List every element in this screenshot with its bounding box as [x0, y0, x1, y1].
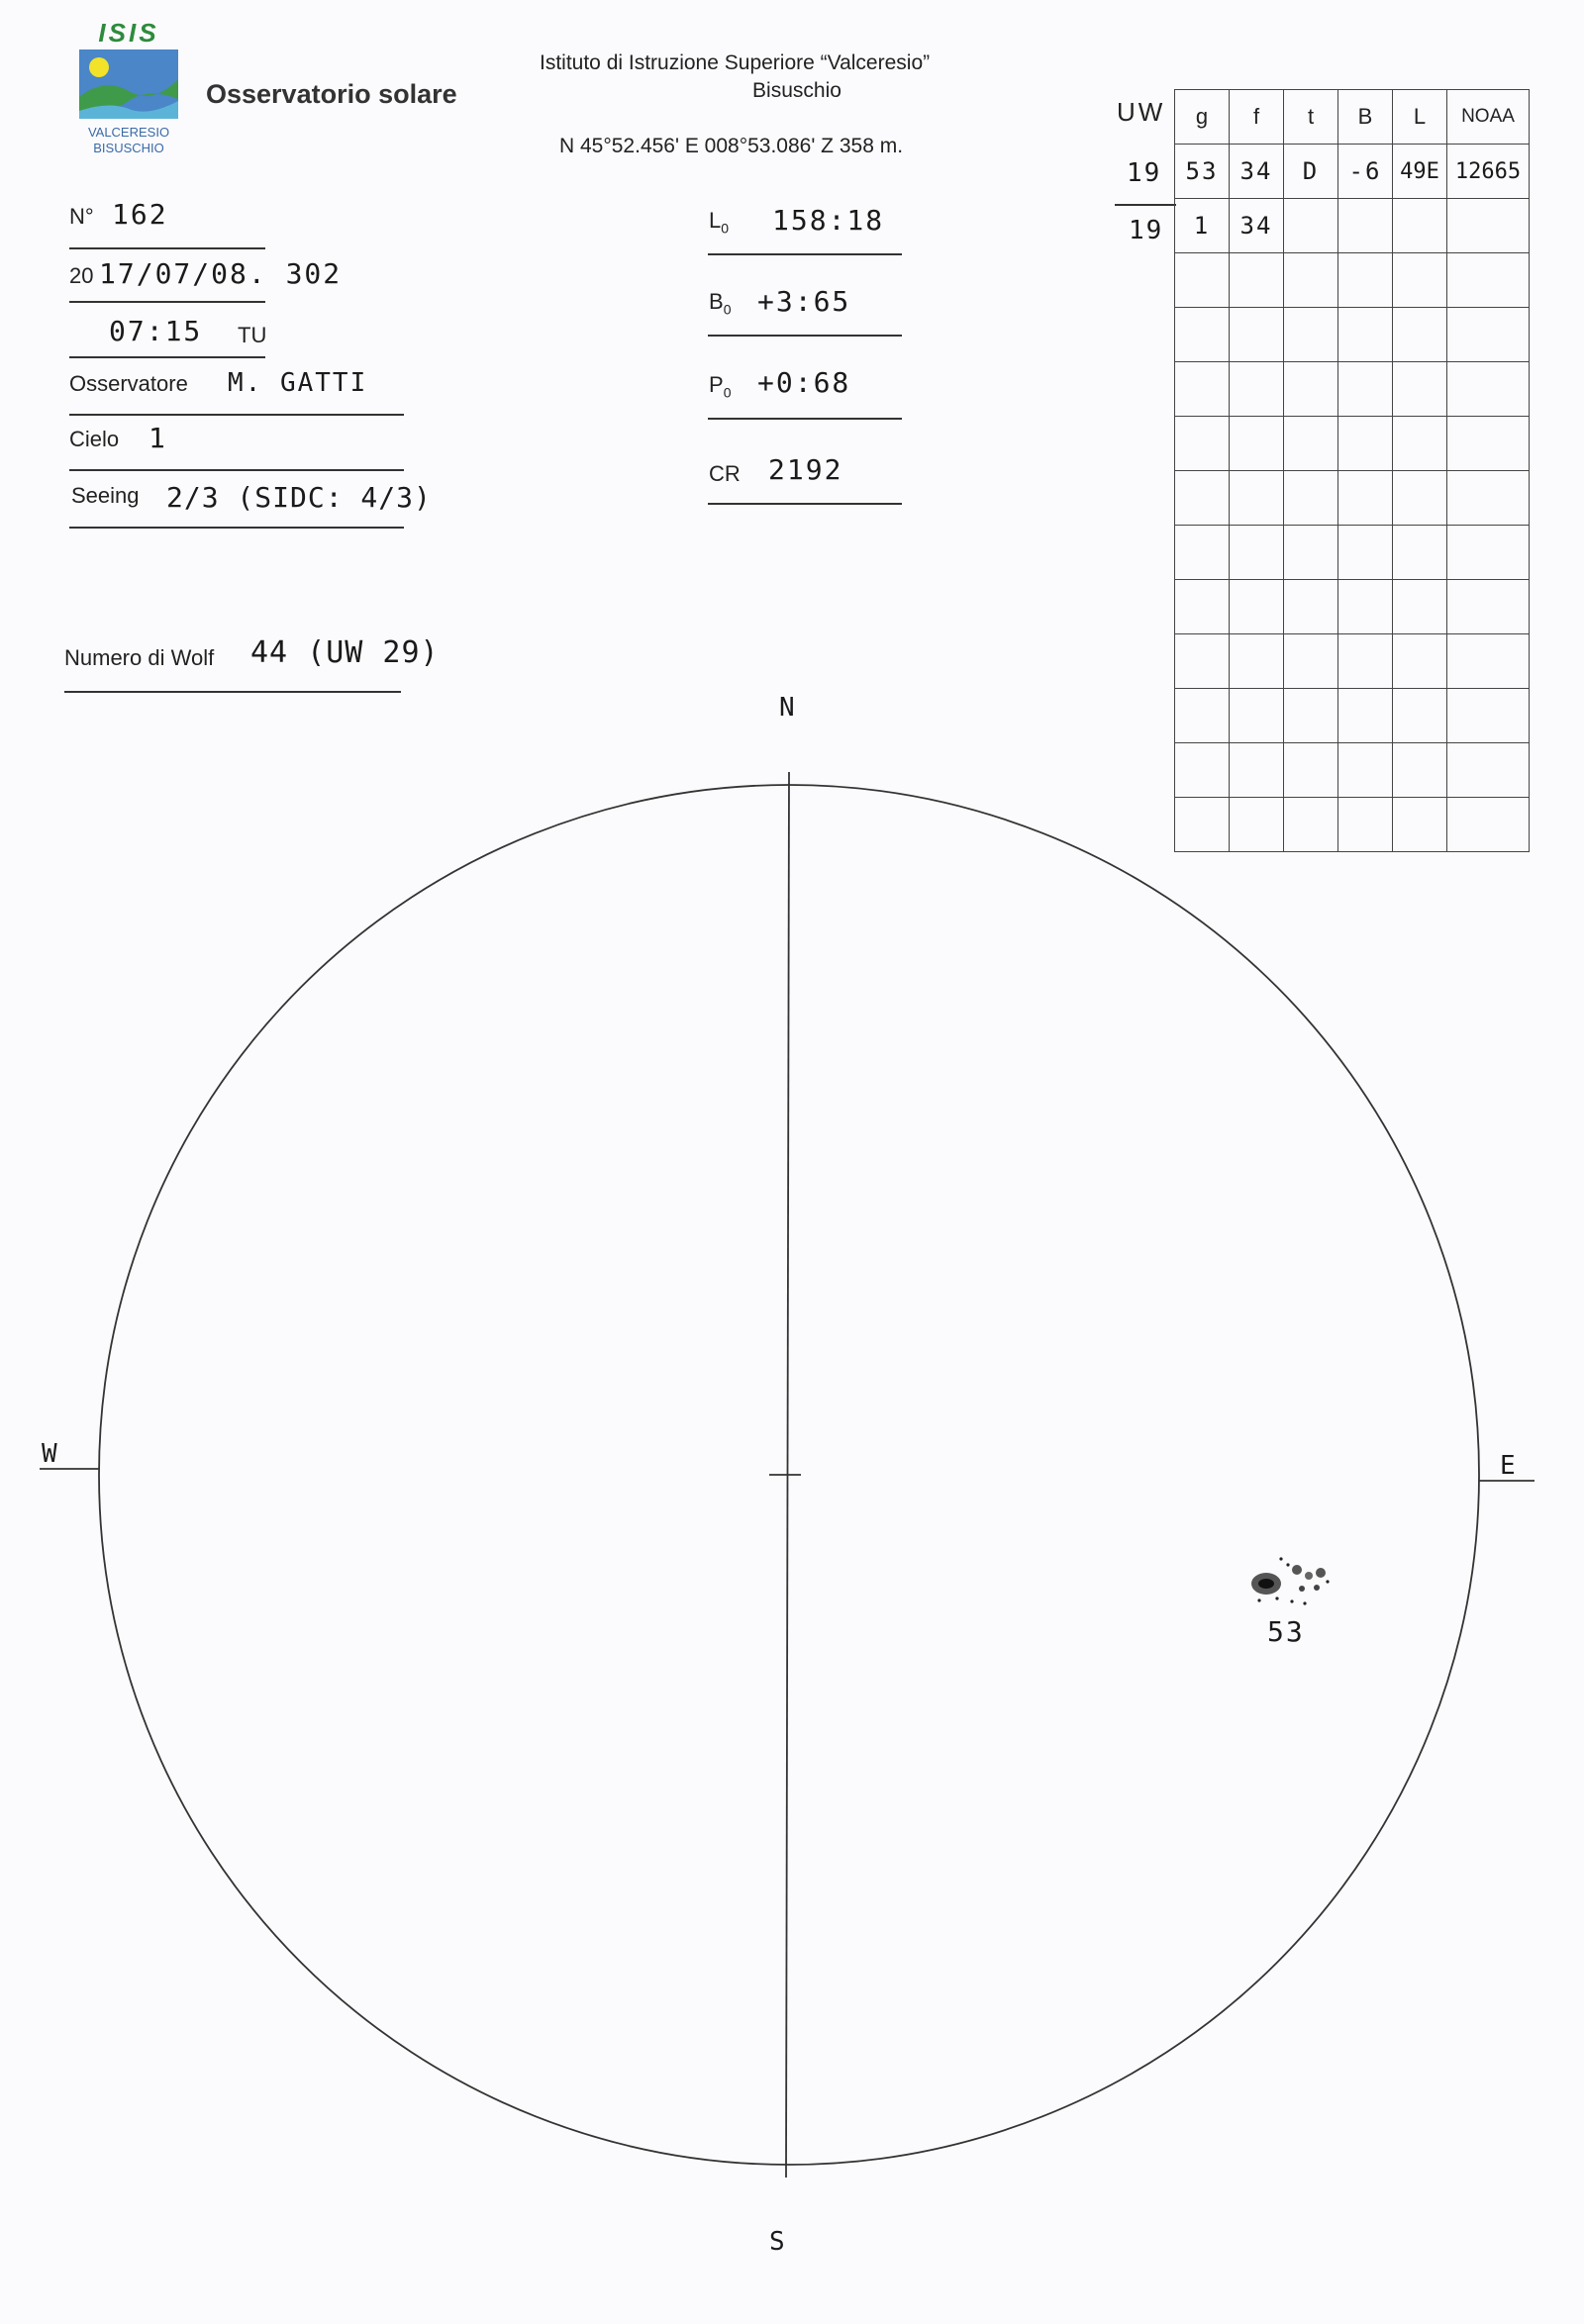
- b0-label: $B_0$: [709, 289, 732, 318]
- time-underline: [69, 356, 265, 358]
- number-underline: [69, 247, 265, 249]
- time-unit: TU: [238, 323, 267, 347]
- b0-value: +3:65: [757, 285, 851, 318]
- observer-label: Osservatore: [69, 371, 188, 396]
- observatory-coordinates: N 45°52.456' E 008°53.086' Z 358 m.: [559, 135, 904, 157]
- observer-value: M. GATTI: [228, 368, 368, 398]
- wolf-value: 44 (UW 29): [250, 635, 440, 670]
- solar-disk-drawing: [0, 683, 1584, 2267]
- institute-town: Bisuschio: [752, 79, 842, 102]
- table-row-empty: [1175, 417, 1530, 471]
- l0-label: $L_0$: [709, 208, 730, 237]
- column-header-g: g: [1175, 90, 1230, 145]
- p0-value: +0:68: [757, 366, 851, 399]
- seeing-value: 2/3 (SIDC: 4/3): [166, 481, 432, 514]
- table-cell: 12665: [1447, 145, 1530, 199]
- date-prefix: 20: [69, 263, 94, 288]
- table-row-empty: [1175, 580, 1530, 634]
- east-label: E: [1500, 1451, 1518, 1481]
- uw-row-2: 19: [1129, 216, 1164, 245]
- table-cell: [1284, 199, 1338, 253]
- table-cell: 53: [1175, 145, 1230, 199]
- date-underline: [69, 301, 265, 303]
- table-cell: [1447, 199, 1530, 253]
- sky-value: 1: [148, 422, 167, 454]
- seeing-label: Seeing: [71, 483, 140, 508]
- table-cell: D: [1284, 145, 1338, 199]
- institute-name: Istituto di Istruzione Superiore “Valceresio”: [540, 51, 931, 74]
- l0-value: 158:18: [772, 204, 885, 237]
- north-label: N: [779, 693, 797, 723]
- b0-underline: [708, 335, 902, 337]
- table-row-empty: [1175, 253, 1530, 308]
- table-row-empty: [1175, 362, 1530, 417]
- column-header-f: f: [1230, 90, 1284, 145]
- column-header-noaa: NOAA: [1447, 90, 1530, 145]
- cr-underline: [708, 503, 902, 505]
- logo-wordmark: ISIS: [98, 18, 159, 48]
- seeing-underline: [69, 527, 404, 529]
- sky-label: Cielo: [69, 427, 120, 451]
- column-header-t: t: [1284, 90, 1338, 145]
- number-value: 162: [112, 198, 168, 231]
- logo-subtitle-1: VALCERESIO: [87, 125, 170, 140]
- table-row: [1175, 145, 1530, 199]
- table-cell: [1393, 199, 1447, 253]
- table-row-empty: [1175, 526, 1530, 580]
- sky-underline: [69, 469, 404, 471]
- uw-header: UW: [1117, 97, 1166, 127]
- south-label: S: [769, 2227, 787, 2257]
- observatory-title: Osservatorio solare: [206, 79, 457, 109]
- sunspot-group: [1251, 1557, 1330, 1604]
- observer-underline: [69, 414, 404, 416]
- table-cell: -6: [1338, 145, 1393, 199]
- column-header-b: B: [1338, 90, 1393, 145]
- time-value: 07:15: [109, 315, 203, 347]
- sunspot-group-label: 53: [1267, 1615, 1305, 1648]
- table-cell: [1338, 199, 1393, 253]
- table-cell: 49E: [1393, 145, 1447, 199]
- uw-divider: [1115, 204, 1176, 206]
- logo-subtitle-2: BISUSCHIO: [93, 141, 164, 155]
- table-cell: 1: [1175, 199, 1230, 253]
- p0-underline: [708, 418, 902, 420]
- cr-label: CR: [709, 461, 741, 486]
- cr-value: 2192: [768, 453, 843, 486]
- date-value: 17/07/08. 302: [99, 257, 343, 290]
- west-label: W: [42, 1439, 59, 1469]
- table-row-empty: [1175, 308, 1530, 362]
- table-row-empty: [1175, 634, 1530, 689]
- uw-row-1: 19: [1127, 158, 1162, 188]
- column-header-l: L: [1393, 90, 1447, 145]
- table-cell: 34: [1230, 199, 1284, 253]
- table-cell: 34: [1230, 145, 1284, 199]
- number-label: N°: [69, 204, 94, 229]
- table-row-empty: [1175, 471, 1530, 526]
- table-row: [1175, 199, 1530, 253]
- logo-icon: [79, 49, 178, 119]
- table-header-row: [1175, 90, 1530, 145]
- l0-underline: [708, 253, 902, 255]
- p0-label: $P_0$: [709, 372, 732, 401]
- wolf-label: Numero di Wolf: [64, 645, 215, 670]
